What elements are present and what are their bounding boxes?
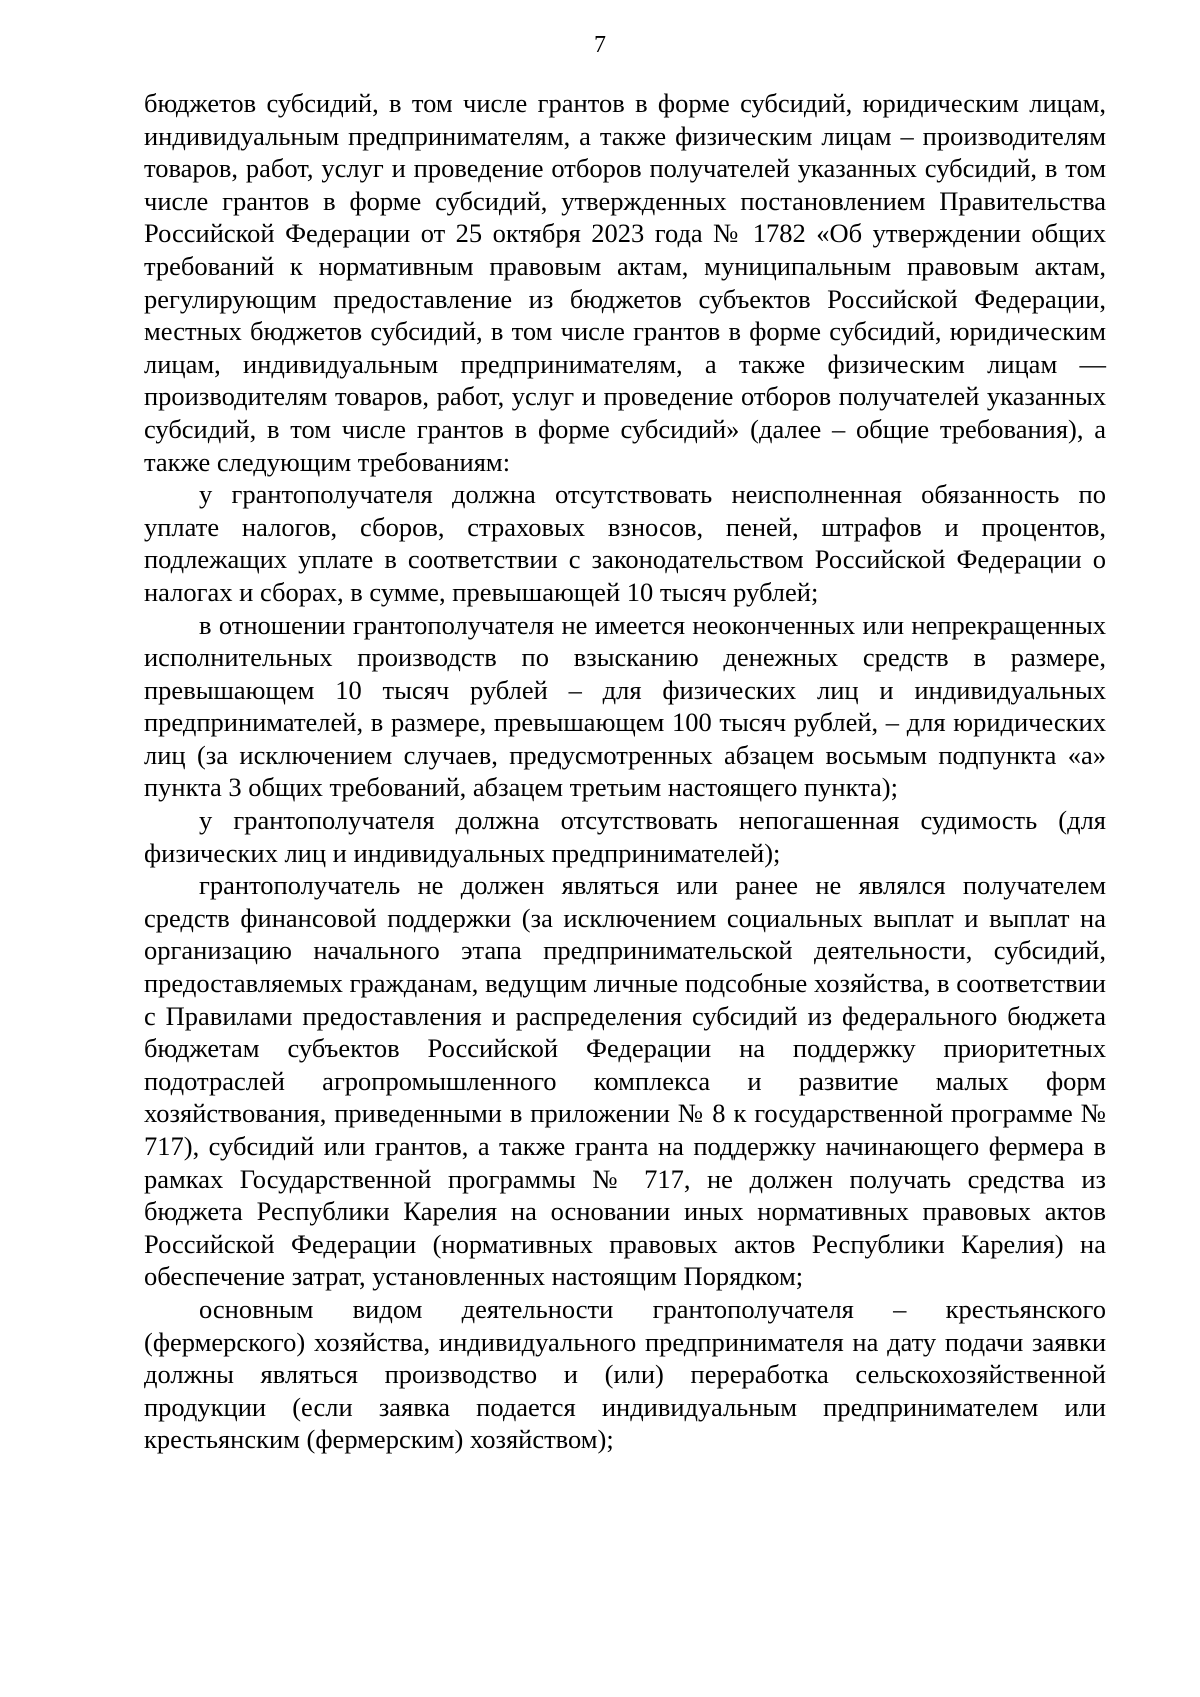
paragraph-criminal-record: у грантополучателя должна отсутствовать непогашенная судимость (для физических лиц и индивидуальных предпринимателей); bbox=[144, 805, 1106, 868]
paragraph-tax-debt-requirement: у грантополучателя должна отсутствовать неисполненная обязанность по уплате налогов, сборов, страховых взносов, пеней, штрафов и процентов, подлежащих уплате в соответствии с законодательством Российской Федерации о налогах и сборах, в сумме, превышающей 10 тысяч рублей; bbox=[144, 479, 1106, 607]
paragraph-enforcement-proceedings: в отношении грантополучателя не имеется неоконченных или непрекращенных исполнительных производств по взысканию денежных средств в размере, превышающем 10 тысяч рублей – для физических лиц и индивидуальных предпринимателей, в размере, превышающем 100 тысяч рублей, – для юридических лиц (за исключением случаев, предусмотренных абзацем восьмым подпункта «а» пункта 3 общих требований, абзацем третьим настоящего пункта); bbox=[144, 609, 1106, 803]
page-number: 7 bbox=[594, 32, 606, 58]
document-body bbox=[144, 87, 1106, 1456]
paragraph-prior-support: грантополучатель не должен являться или ранее не являлся получателем средств финансовой поддержки (за исключением социальных выплат и выплат на организацию начального этапа предпринимательской деятельности, субсидий, предоставляемых гражданам, ведущим личные подсобные хозяйства, в соответствии с Правилами предоставления и распределения субсидий из федерального бюджета бюджетам субъектов Российской Федерации на поддержку приоритетных подотраслей агропромышленного комплекса и развитие малых форм хозяйствования, приведенными в приложении № 8 к государственной программе № 717), субсидий или грантов, а также гранта на поддержку начинающего фермера в рамках Государственной программы № 717, не должен получать средства из бюджета Республики Карелия на основании иных нормативных правовых актов Российской Федерации (нормативных правовых актов Республики Карелия) на обеспечение затрат, установленных настоящим Порядком; bbox=[144, 870, 1106, 1292]
paragraph-main-activity: основным видом деятельности грантополучателя – крестьянского (фермерского) хозяйства, индивидуального предпринимателя на дату подачи заявки должны являться производство и (или) переработка сельскохозяйственной продукции (если заявка подается индивидуальным предпринимателем или крестьянским (фермерским) хозяйством); bbox=[144, 1293, 1106, 1455]
paragraph-continuation: бюджетов субсидий, в том числе грантов в форме субсидий, юридическим лицам, индивидуальным предпринимателям, а также физическим лицам – производителям товаров, работ, услуг и проведение отборов получателей указанных субсидий, в том числе грантов в форме субсидий, утвержденных постановлением Правительства Российской Федерации от 25 октября 2023 года № 1782 «Об утверждении общих требований к нормативным правовым актам, муниципальным правовым актам, регулирующим предоставление из бюджетов субъектов Российской Федерации, местных бюджетов субсидий, в том числе грантов в форме субсидий, юридическим лицам, индивидуальным предпринимателям, а также физическим лицам — производителям товаров, работ, услуг и проведение отборов получателей указанных субсидий, в том числе грантов в форме субсидий» (далее – общие требования), а также следующим требованиям: bbox=[144, 88, 1106, 477]
